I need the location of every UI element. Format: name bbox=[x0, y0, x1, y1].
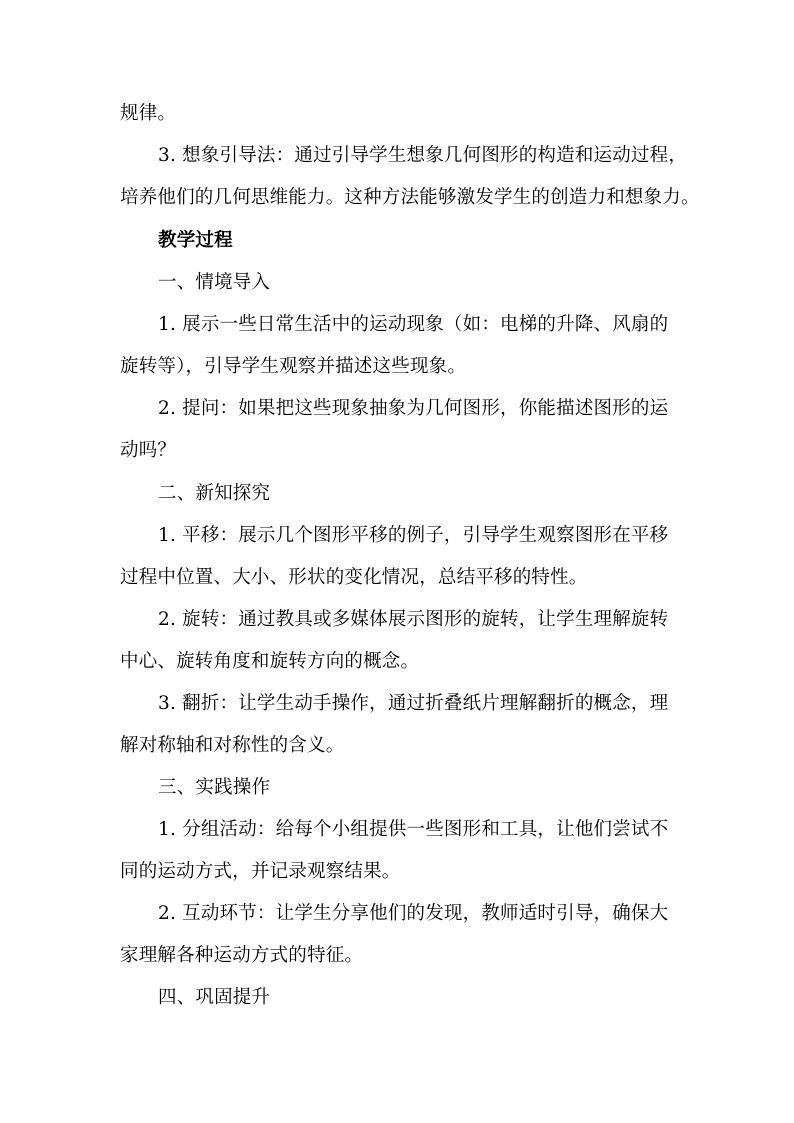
text-line: 2. 互动环节：让学生分享他们的发现，教师适时引导，确保大 bbox=[158, 903, 669, 924]
text-line: 培养他们的几何思维能力。这种方法能够激发学生的创造力和想象力。 bbox=[120, 187, 700, 208]
text-line: 家理解各种运动方式的特征。 bbox=[120, 945, 364, 966]
text-line: 2. 旋转：通过教具或多媒体展示图形的旋转，让学生理解旋转 bbox=[158, 609, 669, 630]
text-line: 动吗？ bbox=[120, 440, 177, 461]
subsection-heading: 三、实践操作 bbox=[158, 777, 271, 798]
text-line: 1. 分组活动：给每个小组提供一些图形和工具，让他们尝试不 bbox=[158, 819, 669, 840]
text-line: 旋转等），引导学生观察并描述这些现象。 bbox=[120, 356, 467, 377]
text-line: 1. 平移：展示几个图形平移的例子，引导学生观察图形在平移 bbox=[158, 525, 669, 546]
subsection-heading: 一、情境导入 bbox=[158, 272, 271, 293]
section-heading: 教学过程 bbox=[158, 230, 233, 251]
text-line: 过程中位置、大小、形状的变化情况，总结平移的特性。 bbox=[120, 567, 588, 588]
text-line: 1. 展示一些日常生活中的运动现象（如：电梯的升降、风扇的 bbox=[158, 314, 669, 335]
text-line: 3. 想象引导法：通过引导学生想象几何图形的构造和运动过程， bbox=[158, 145, 688, 166]
text-line: 解对称轴和对称性的含义。 bbox=[120, 735, 345, 756]
text-line: 3. 翻折：让学生动手操作，通过折叠纸片理解翻折的概念，理 bbox=[158, 693, 669, 714]
subsection-heading: 二、新知探究 bbox=[158, 483, 271, 504]
text-line: 同的运动方式，并记录观察结果。 bbox=[120, 861, 401, 882]
text-line: 中心、旋转角度和旋转方向的概念。 bbox=[120, 651, 420, 672]
text-line: 规律。 bbox=[120, 103, 177, 124]
subsection-heading: 四、巩固提升 bbox=[158, 987, 271, 1008]
text-line: 2. 提问：如果把这些现象抽象为几何图形，你能描述图形的运 bbox=[158, 398, 669, 419]
